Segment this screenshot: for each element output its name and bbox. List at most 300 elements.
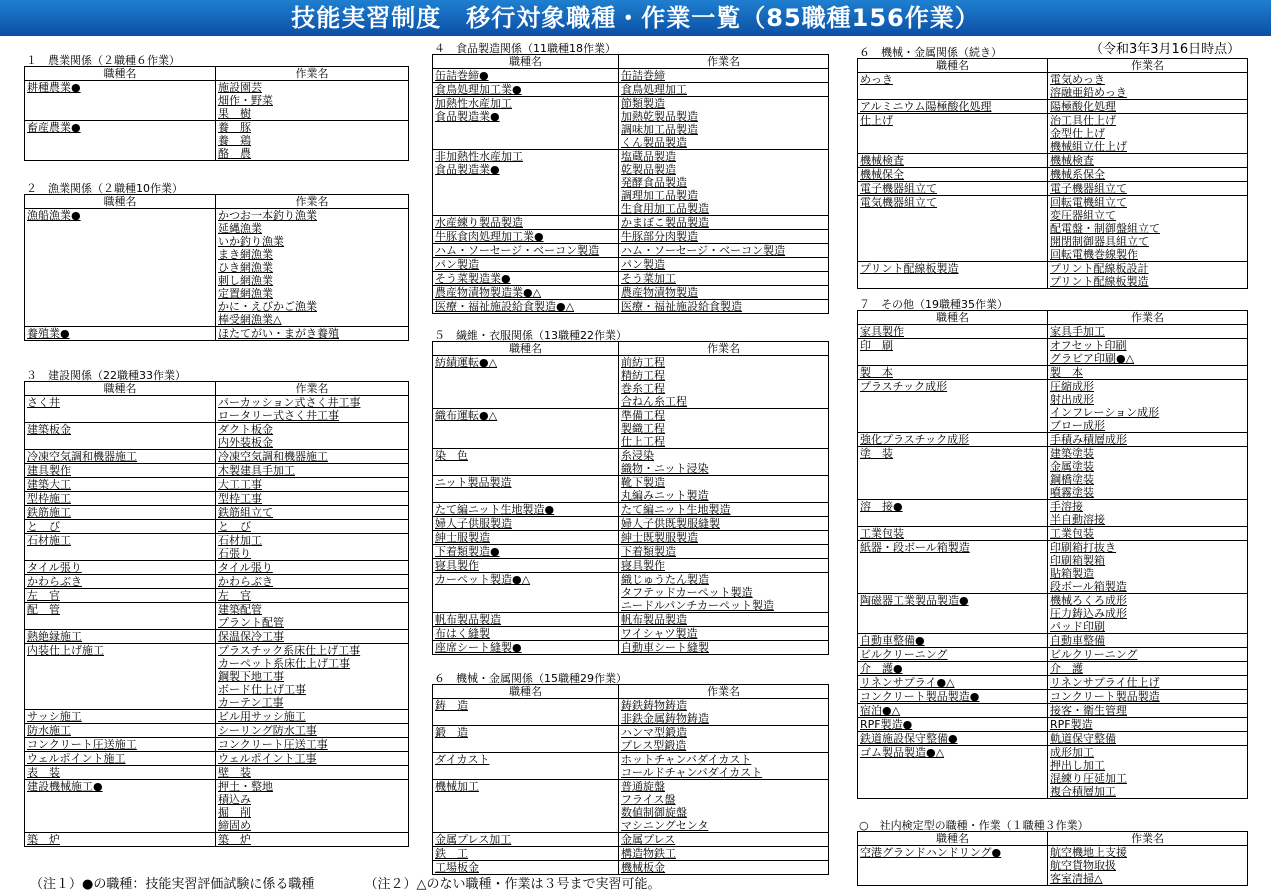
table-row [433, 489, 829, 503]
occupation-cell [433, 189, 619, 202]
work-cell: シーリング防水工事 [216, 724, 409, 738]
work-cell: ダクト板金 [216, 423, 409, 437]
table-row [858, 100, 1248, 114]
table-row [433, 286, 829, 300]
work-cell: ひき網漁業 [216, 261, 409, 274]
table-row [858, 127, 1248, 140]
occupation-cell: 医療・福祉施設給食製造●△ [433, 300, 619, 314]
work-cell: RPF製造 [1048, 718, 1248, 732]
table-row [433, 69, 829, 83]
table-row [25, 121, 409, 135]
table-row [433, 780, 829, 794]
occupation-cell [858, 872, 1048, 886]
work-cell: 混練り圧延加工 [1048, 772, 1248, 785]
table-row [25, 766, 409, 780]
work-cell: 成形加工 [1048, 746, 1248, 760]
table-row [858, 406, 1248, 419]
occupation-cell [433, 176, 619, 189]
table-row [25, 738, 409, 752]
table-row [858, 580, 1248, 594]
table-row [25, 423, 409, 437]
occupation-cell: 介 護● [858, 662, 1048, 676]
occupation-cell: 建築大工 [25, 478, 216, 492]
work-cell: 石材加工 [216, 534, 409, 548]
work-cell: 軌道保守整備 [1048, 732, 1248, 746]
table-row [433, 586, 829, 599]
occupation-cell: 石材施工 [25, 534, 216, 548]
occupation-cell [25, 107, 216, 121]
occupation-cell: 漁船漁業● [25, 209, 216, 223]
table-row [433, 573, 829, 587]
table-row [25, 222, 409, 235]
work-cell: 石張り [216, 547, 409, 561]
work-cell: たて編ニット生地製造 [619, 503, 829, 517]
table-row [25, 327, 409, 341]
table-row [25, 235, 409, 248]
occupation-cell: 機械保全 [858, 168, 1048, 182]
work-cell: 自動車シート縫製 [619, 641, 829, 655]
table-row [858, 325, 1248, 339]
table-row [25, 752, 409, 766]
occupation-cell [433, 382, 619, 395]
occupation-cell [25, 670, 216, 683]
work-cell: 家具手加工 [1048, 325, 1248, 339]
work-cell: タフテッドカーペット製造 [619, 586, 829, 599]
table-row [433, 244, 829, 258]
table-row [25, 492, 409, 506]
table-row [858, 690, 1248, 704]
work-cell: そう菜加工 [619, 272, 829, 286]
occupation-cell [858, 275, 1048, 289]
work-cell: ハム・ソーセージ・ベーコン製造 [619, 244, 829, 258]
occupation-table [432, 341, 829, 655]
table-row [433, 739, 829, 753]
occupation-cell: 鍛 造 [433, 726, 619, 740]
work-cell: 牛豚部分肉製造 [619, 230, 829, 244]
work-cell: 半自動溶接 [1048, 513, 1248, 527]
table-row [858, 872, 1248, 886]
work-cell: ほたてがい・まがき養殖 [216, 327, 409, 341]
work-cell: タイル張り [216, 561, 409, 575]
header-occupation: 職種名 [858, 832, 1048, 846]
table-row [25, 630, 409, 644]
work-cell: 印刷箱打抜き [1048, 541, 1248, 555]
work-cell: 航空機地上支援 [1048, 846, 1248, 860]
work-cell: 寝具製作 [619, 559, 829, 573]
table-row [858, 486, 1248, 500]
table-row [858, 746, 1248, 760]
occupation-cell [858, 419, 1048, 433]
table-row [858, 433, 1248, 447]
work-cell: 数値制御旋盤 [619, 806, 829, 819]
work-cell: 内外装板金 [216, 436, 409, 450]
table-row [858, 182, 1248, 196]
occupation-cell: 陶磁器工業製品製造● [858, 594, 1048, 608]
work-cell: かわらぶき [216, 575, 409, 589]
table-row [25, 478, 409, 492]
work-cell: 施設園芸 [216, 81, 409, 95]
occupation-cell [433, 136, 619, 150]
table-header-row [433, 685, 829, 699]
work-cell: 金型仕上げ [1048, 127, 1248, 140]
occupation-cell: ビルクリーニング [858, 648, 1048, 662]
occupation-cell [25, 547, 216, 561]
occupation-cell: 水産練り製品製造 [433, 216, 619, 230]
occupation-cell: 下着類製造● [433, 545, 619, 559]
table-row [858, 718, 1248, 732]
work-cell: 押出し加工 [1048, 759, 1248, 772]
work-cell: 冷凍空気調和機器施工 [216, 450, 409, 464]
table-row [858, 473, 1248, 486]
work-cell: プラスチック系床仕上げ工事 [216, 644, 409, 658]
work-cell: 段ボール箱製造 [1048, 580, 1248, 594]
table-row [433, 503, 829, 517]
occupation-table [24, 194, 409, 341]
work-cell: 壁 装 [216, 766, 409, 780]
table-row [858, 154, 1248, 168]
work-cell: 靴下製造 [619, 476, 829, 490]
work-cell: 木製建具手加工 [216, 464, 409, 478]
occupation-cell: 電気機器組立て [858, 196, 1048, 210]
occupation-cell [25, 409, 216, 423]
occupation-cell [858, 473, 1048, 486]
occupation-cell [25, 134, 216, 147]
work-cell: 前紡工程 [619, 356, 829, 370]
occupation-cell [25, 313, 216, 327]
occupation-cell: 織布運転●△ [433, 409, 619, 423]
occupation-cell: 宿泊●△ [858, 704, 1048, 718]
occupation-cell [858, 393, 1048, 406]
occupation-cell [25, 261, 216, 274]
work-cell: 缶詰巻締 [619, 69, 829, 83]
work-cell: パーカッション式さく井工事 [216, 396, 409, 410]
section-title: ３ 建設関係（22職種33作業） [26, 369, 186, 382]
table-row [858, 140, 1248, 154]
occupation-cell: 熱絶縁施工 [25, 630, 216, 644]
header-work: 作業名 [1048, 59, 1248, 73]
table-row [433, 559, 829, 573]
header-work: 作業名 [1048, 832, 1248, 846]
occupation-cell [25, 248, 216, 261]
table-row [25, 534, 409, 548]
table-row [433, 272, 829, 286]
table-row [433, 806, 829, 819]
work-cell: ハンマ型鍛造 [619, 726, 829, 740]
occupation-cell [433, 766, 619, 780]
table-row [25, 134, 409, 147]
occupation-cell [25, 222, 216, 235]
occupation-cell: さく井 [25, 396, 216, 410]
header-work: 作業名 [1048, 311, 1248, 325]
table-row [858, 168, 1248, 182]
table-row [25, 616, 409, 630]
work-cell: グラビア印刷●△ [1048, 352, 1248, 366]
occupation-cell: 建具製作 [25, 464, 216, 478]
work-cell: 延縄漁業 [216, 222, 409, 235]
table-row [25, 710, 409, 724]
occupation-cell: 建設機械施工● [25, 780, 216, 794]
work-cell: リネンサプライ仕上げ [1048, 676, 1248, 690]
occupation-cell: 非加熱性水産加工 [433, 150, 619, 164]
occupation-cell [25, 683, 216, 696]
work-cell: 治工具仕上げ [1048, 114, 1248, 128]
work-cell: ボード仕上げ工事 [216, 683, 409, 696]
work-cell: 型枠工事 [216, 492, 409, 506]
table-header-row [25, 382, 409, 396]
work-cell: 締固め [216, 819, 409, 833]
work-cell: 機械検査 [1048, 154, 1248, 168]
occupation-cell: 紡績運転●△ [433, 356, 619, 370]
occupation-cell: 帆布製品製造 [433, 613, 619, 627]
occupation-cell: 鉄道施設保守整備● [858, 732, 1048, 746]
table-row [25, 396, 409, 410]
work-cell: 食鳥処理加工 [619, 83, 829, 97]
table-row [433, 699, 829, 713]
work-cell: 圧力鋳込み成形 [1048, 607, 1248, 620]
work-cell: 準備工程 [619, 409, 829, 423]
work-cell: プリント配線板設計 [1048, 262, 1248, 276]
work-cell: 客室清掃△ [1048, 872, 1248, 886]
table-row [858, 262, 1248, 276]
work-cell: 非鉄金属鋳物鋳造 [619, 712, 829, 726]
occupation-cell: 牛豚食肉処理加工業● [433, 230, 619, 244]
table-row [858, 554, 1248, 567]
title-banner [0, 0, 1271, 36]
work-cell: カーテン工事 [216, 696, 409, 710]
work-cell: 機械板金 [619, 861, 829, 875]
occupation-cell [858, 486, 1048, 500]
occupation-cell [858, 248, 1048, 262]
note-2: （注２）△のない職種・作業は３号まで実習可能。 [364, 877, 661, 892]
table-row [858, 785, 1248, 799]
table-header-row [433, 342, 829, 356]
header-occupation: 職種名 [25, 67, 216, 81]
table-row [25, 464, 409, 478]
occupation-table [857, 831, 1248, 886]
work-cell: 製 本 [1048, 366, 1248, 380]
work-cell: ワイシャツ製造 [619, 627, 829, 641]
work-cell: プリント配線板製造 [1048, 275, 1248, 289]
work-cell: 印刷箱製箱 [1048, 554, 1248, 567]
work-cell: ホットチャンバダイカスト [619, 753, 829, 767]
table-row [433, 216, 829, 230]
page-title: 技能実習制度 移行対象職種・作業一覧（85職種156作業） [291, 4, 980, 32]
table-row [433, 230, 829, 244]
work-cell: 塩蔵品製造 [619, 150, 829, 164]
table-row [25, 300, 409, 313]
work-cell: 左 官 [216, 589, 409, 603]
occupation-cell: と び [25, 520, 216, 534]
work-cell: 圧縮成形 [1048, 380, 1248, 394]
work-cell: 回転電機組立て [1048, 196, 1248, 210]
occupation-cell [858, 772, 1048, 785]
table-row [858, 648, 1248, 662]
table-row [25, 603, 409, 617]
work-cell: 養 鶏 [216, 134, 409, 147]
occupation-cell [25, 696, 216, 710]
occupation-cell: 紳士服製造 [433, 531, 619, 545]
work-cell: 保温保冷工事 [216, 630, 409, 644]
occupation-cell: リネンサプライ●△ [858, 676, 1048, 690]
work-cell: 構造物鉄工 [619, 847, 829, 861]
occupation-cell [25, 235, 216, 248]
table-row [858, 275, 1248, 289]
notes [30, 873, 706, 892]
occupation-cell: 鉄 工 [433, 847, 619, 861]
work-cell: 養 豚 [216, 121, 409, 135]
work-cell: 製織工程 [619, 422, 829, 435]
table-row [858, 380, 1248, 394]
table-row [858, 527, 1248, 541]
table-row [433, 449, 829, 463]
work-cell: 調理加工品製造 [619, 189, 829, 202]
header-occupation: 職種名 [25, 195, 216, 209]
work-cell: 溶融亜鉛めっき [1048, 86, 1248, 100]
work-cell: 節類製造 [619, 97, 829, 111]
occupation-cell: 電子機器組立て [858, 182, 1048, 196]
work-cell: 接客・衛生管理 [1048, 704, 1248, 718]
header-occupation: 職種名 [433, 685, 619, 699]
table-row [858, 620, 1248, 634]
header-work: 作業名 [619, 55, 829, 69]
table-row [433, 258, 829, 272]
occupation-cell [433, 435, 619, 449]
occupation-cell [858, 140, 1048, 154]
work-cell: 普通旋盤 [619, 780, 829, 794]
occupation-cell [433, 712, 619, 726]
table-row [433, 627, 829, 641]
table-header-row [858, 311, 1248, 325]
occupation-cell [433, 739, 619, 753]
occupation-cell: 製 本 [858, 366, 1048, 380]
occupation-cell: 印 刷 [858, 339, 1048, 353]
occupation-cell [25, 147, 216, 161]
occupation-table [24, 66, 409, 161]
occupation-cell: 型枠施工 [25, 492, 216, 506]
table-row [858, 447, 1248, 461]
occupation-cell: 溶 接● [858, 500, 1048, 514]
occupation-cell: 鋳 造 [433, 699, 619, 713]
occupation-cell [858, 86, 1048, 100]
table-row [858, 772, 1248, 785]
work-cell: 精紡工程 [619, 369, 829, 382]
work-cell: 畑作・野菜 [216, 94, 409, 107]
occupation-cell [25, 287, 216, 300]
table-row [858, 419, 1248, 433]
occupation-cell: 内装仕上げ施工 [25, 644, 216, 658]
table-row [858, 541, 1248, 555]
table-row [25, 780, 409, 794]
header-work: 作業名 [216, 382, 409, 396]
occupation-cell: 婦人子供服製造 [433, 517, 619, 531]
table-row [25, 313, 409, 327]
table-row [858, 222, 1248, 235]
occupation-cell [433, 489, 619, 503]
work-cell: と び [216, 520, 409, 534]
table-row [433, 819, 829, 833]
table-row [25, 147, 409, 161]
table-row [858, 634, 1248, 648]
work-cell: 果 樹 [216, 107, 409, 121]
table-row [433, 599, 829, 613]
occupation-cell: そう菜製造業● [433, 272, 619, 286]
table-row [858, 662, 1248, 676]
occupation-cell [858, 513, 1048, 527]
work-cell: 棒受網漁業△ [216, 313, 409, 327]
table-row [25, 696, 409, 710]
table-row [25, 547, 409, 561]
table-row [433, 641, 829, 655]
table-row [25, 657, 409, 670]
table-row [25, 450, 409, 464]
work-cell: ブロー成形 [1048, 419, 1248, 433]
occupation-cell: ゴム製品製造●△ [858, 746, 1048, 760]
section-title: ４ 食品製造関係（11職種18作業） [434, 42, 616, 55]
occupation-cell: 座席シート縫製● [433, 641, 619, 655]
table-row [433, 110, 829, 123]
occupation-cell: ウェルポイント施工 [25, 752, 216, 766]
table-row [433, 545, 829, 559]
work-cell: 定置網漁業 [216, 287, 409, 300]
table-row [433, 150, 829, 164]
occupation-cell: 左 官 [25, 589, 216, 603]
occupation-cell: 防水施工 [25, 724, 216, 738]
occupation-cell [25, 657, 216, 670]
occupation-cell [433, 422, 619, 435]
table-row [858, 500, 1248, 514]
table-row [433, 409, 829, 423]
table-row [25, 209, 409, 223]
work-cell: 自動車整備 [1048, 634, 1248, 648]
section-title: ６ 機械・金属関係（続き） [859, 46, 1002, 59]
occupation-cell [433, 395, 619, 409]
table-row [433, 189, 829, 202]
occupation-cell: 自動車整備● [858, 634, 1048, 648]
occupation-cell: 建築板金 [25, 423, 216, 437]
work-cell: 陽極酸化処理 [1048, 100, 1248, 114]
table-row [25, 806, 409, 819]
occupation-table [24, 381, 409, 847]
occupation-cell [858, 580, 1048, 594]
work-cell: かつお一本釣り漁業 [216, 209, 409, 223]
work-cell: マシニングセンタ [619, 819, 829, 833]
table-row [433, 462, 829, 476]
work-cell: 酪 農 [216, 147, 409, 161]
table-row [25, 81, 409, 95]
table-row [433, 163, 829, 176]
section-title: １ 農業関係（２職種６作業） [26, 54, 180, 67]
work-cell: ビル用サッシ施工 [216, 710, 409, 724]
table-row [433, 395, 829, 409]
occupation-cell: 築 炉 [25, 833, 216, 847]
occupation-cell [25, 806, 216, 819]
table-row [858, 759, 1248, 772]
occupation-cell: プラスチック成形 [858, 380, 1048, 394]
work-cell: 機械組立仕上げ [1048, 140, 1248, 154]
work-cell: カーペット系床仕上げ工事 [216, 657, 409, 670]
occupation-cell: 鉄筋施工 [25, 506, 216, 520]
occupation-cell: コンクリート製品製造● [858, 690, 1048, 704]
occupation-cell [433, 599, 619, 613]
table-row [25, 683, 409, 696]
section-title: ○ 社内検定型の職種・作業（１職種３作業） [859, 819, 1089, 832]
work-cell: 建築配管 [216, 603, 409, 617]
occupation-cell [433, 123, 619, 136]
table-row [25, 670, 409, 683]
work-cell: パン製造 [619, 258, 829, 272]
work-cell: 帆布製品製造 [619, 613, 829, 627]
table-row [433, 476, 829, 490]
